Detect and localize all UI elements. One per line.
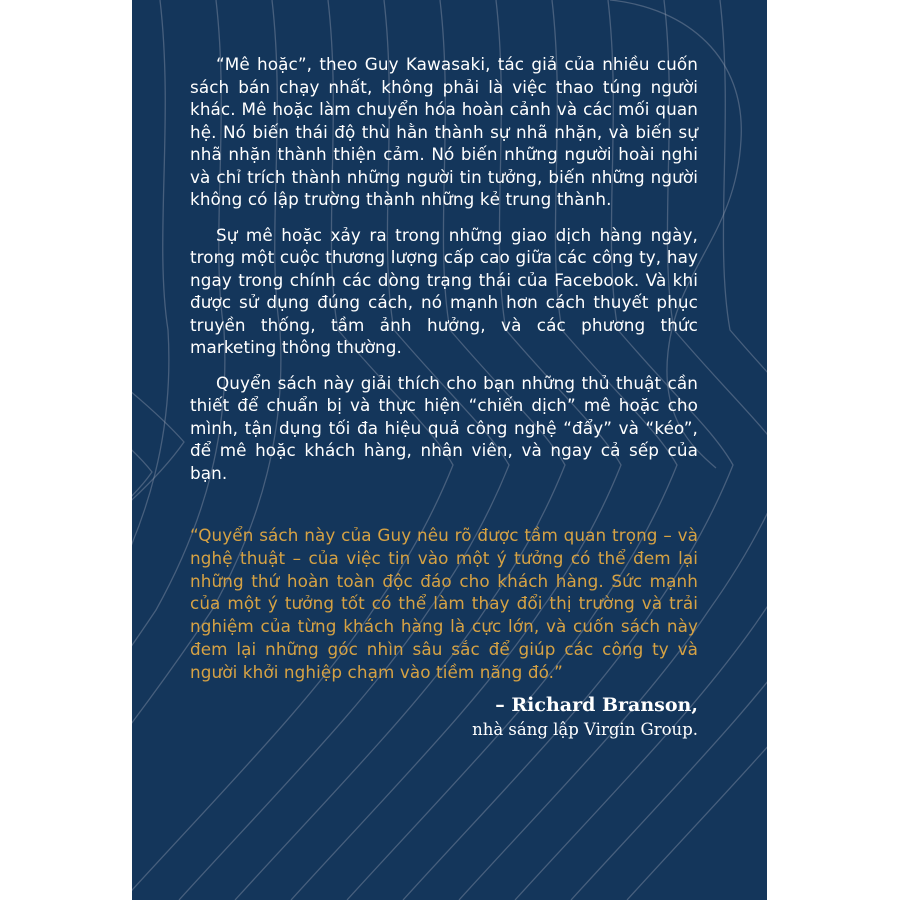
book-back-cover	[132, 0, 767, 900]
body-paragraph-2: Sự mê hoặc xảy ra trong những giao dịch hàng ngày, trong một cuộc thương lượng cấp cao giữa các công ty, hay ngay trong chính các dòng trạng thái của Facebook. Và khi được sử dụng đúng cách, nó mạnh hơn cách thuyết phục truyền thống, tầm ảnh hưởng, và các phương thức marketing thông thường.	[190, 224, 698, 357]
testimonial-quote: “Quyển sách này của Guy nêu rõ được tầm quan trọng – và nghệ thuật – của việc tin vào một ý tưởng có thể đem lại những thứ hoàn toàn độc đáo cho khách hàng. Sức mạnh của một ý tưởng tốt có thể làm thay đổi thị trường và trải nghiệm của từng khách hàng là cực lớn, và cuốn sách này đem lại những góc nhìn sâu sắc để giúp các công ty và người khởi nghiệp chạm vào tiềm năng đó.”	[190, 525, 698, 682]
quote-author-role: nhà sáng lập Virgin Group.	[472, 719, 698, 739]
body-paragraph-3: Quyển sách này giải thích cho bạn những thủ thuật cần thiết để chuẩn bị và thực hiện “chiến dịch” mê hoặc cho mình, tận dụng tối đa hiệu quả công nghệ “đẩy” và “kéo”, để mê hoặc khách hàng, nhân viên, và ngay cả sếp của bạn.	[190, 372, 698, 483]
quote-attribution	[190, 693, 698, 741]
body-paragraph-1: “Mê hoặc”, theo Guy Kawasaki, tác giả của nhiều cuốn sách bán chạy nhất, không phải là việc thao túng người khác. Mê hoặc làm chuyển hóa hoàn cảnh và các mối quan hệ. Nó biến thái độ thù hằn thành sự nhã nhặn, và biến sự nhã nhặn thành thiện cảm. Nó biến những người hoài nghi và chỉ trích thành những người tin tưởng, biến những người không có lập trường thành những kẻ trung thành.	[190, 54, 698, 209]
quote-author: – Richard Branson,	[495, 693, 698, 716]
back-cover-text	[132, 0, 767, 900]
